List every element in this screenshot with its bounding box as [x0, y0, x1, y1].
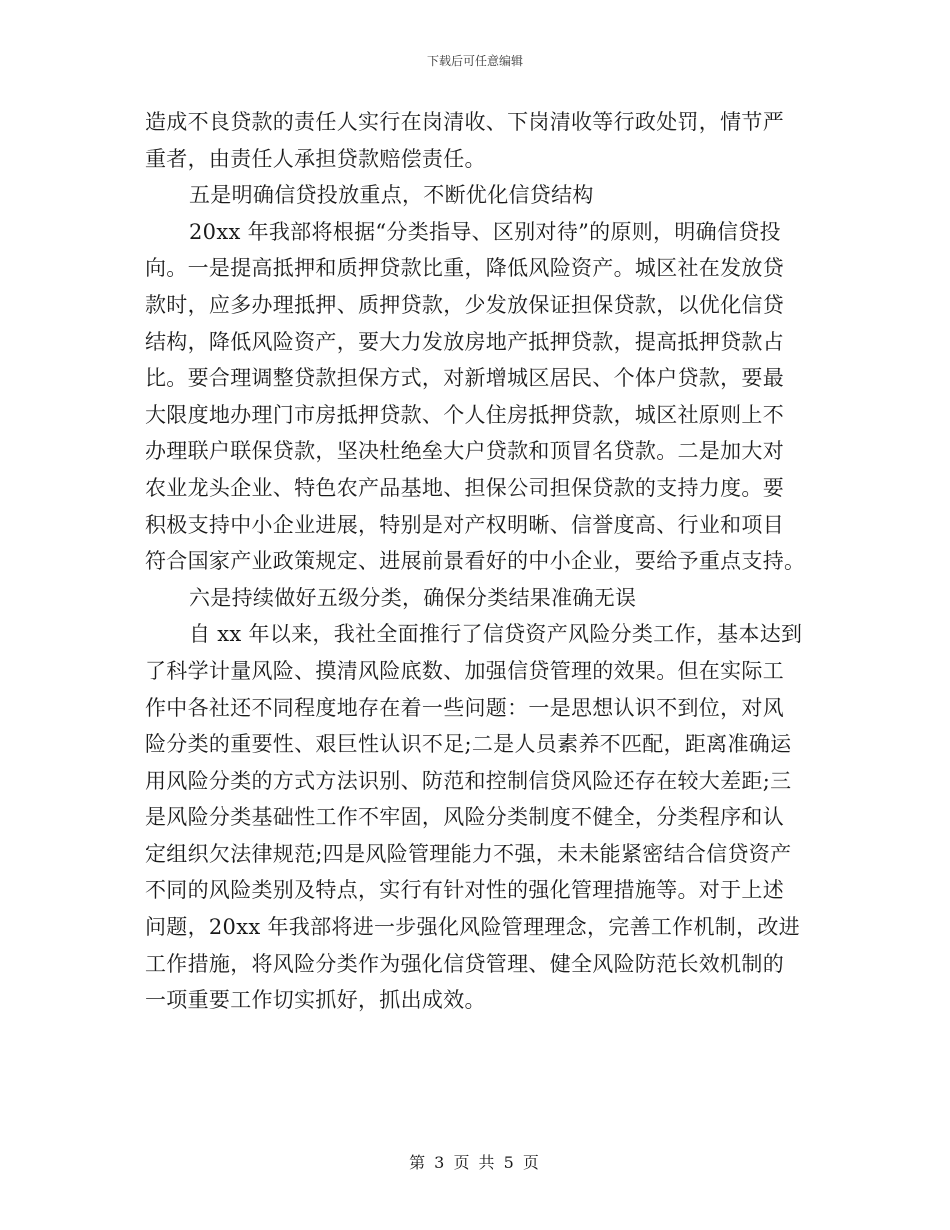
body-line: 比。要合理调整贷款担保方式，对新增城区居民、个体户贷款，要最 [145, 366, 784, 391]
body-line: 是风险分类基础性工作不牢固，风险分类制度不健全，分类程序和认 [145, 805, 784, 830]
body-line: 造成不良贷款的责任人实行在岗清收、下岗清收等行政处罚，情节严 [145, 110, 784, 134]
page-header-note: 下载后可任意编辑 [426, 54, 523, 68]
body-line: 大限度地办理门市房抵押贷款、个人住房抵押贷款，城区社原则上不 [145, 402, 784, 427]
body-line: 险分类的重要性、艰巨性认识不足;二是人员素养不匹配，距离准确运 [145, 732, 792, 757]
body-line: 农业龙头企业、特色农产品基地、担保公司担保贷款的支持力度。要 [145, 475, 784, 500]
document-body [145, 104, 805, 1019]
section-heading-5: 五是明确信贷投放重点，不断优化信贷结构 [189, 183, 594, 208]
body-line: 工作措施，将风险分类作为强化信贷管理、健全风险防范长效机制的 [145, 951, 784, 976]
page-number-footer: 第 3 页 共 5 页 [409, 1153, 541, 1172]
body-line: 重者，由责任人承担贷款赔偿责任。 [145, 146, 486, 171]
body-line: 向。一是提高抵押和质押贷款比重，降低风险资产。城区社在发放贷 [145, 256, 784, 281]
body-line: 20xx 年我部将根据“分类指导、区别对待”的原则，明确信贷投 [189, 219, 781, 244]
body-line: 问题，20xx 年我部将进一步强化风险管理理念，完善工作机制，改进 [145, 915, 800, 940]
body-line: 款时，应多办理抵押、质押贷款，少发放保证担保贷款，以优化信贷 [145, 292, 784, 317]
body-line: 结构，降低风险资产，要大力发放房地产抵押贷款，提高抵押贷款占 [145, 329, 784, 354]
body-line: 作中各社还不同程度地存在着一些问题：一是思想认识不到位，对风 [145, 695, 784, 720]
body-line: 定组织欠法律规范;四是风险管理能力不强，未未能紧密结合信贷资产 [145, 841, 792, 866]
body-line: 一项重要工作切实抓好，抓出成效。 [145, 988, 486, 1013]
section-heading-6: 六是持续做好五级分类，确保分类结果准确无误 [189, 585, 637, 610]
body-line: 用风险分类的方式方法识别、防范和控制信贷风险还存在较大差距;三 [145, 768, 792, 793]
body-line: 自 xx 年以来，我社全面推行了信贷资产风险分类工作，基本达到 [189, 622, 803, 647]
body-line: 了科学计量风险、摸清风险底数、加强信贷管理的效果。但在实际工 [145, 658, 784, 683]
body-line: 不同的风险类别及特点，实行有针对性的强化管理措施等。对于上述 [145, 878, 784, 903]
body-line: 符合国家产业政策规定、进展前景看好的中小企业，要给予重点支持。 [145, 549, 806, 574]
body-line: 办理联户联保贷款，坚决杜绝垒大户贷款和顶冒名贷款。二是加大对 [145, 439, 784, 464]
body-line: 积极支持中小企业进展，特别是对产权明晰、信誉度高、行业和项目 [145, 512, 784, 537]
